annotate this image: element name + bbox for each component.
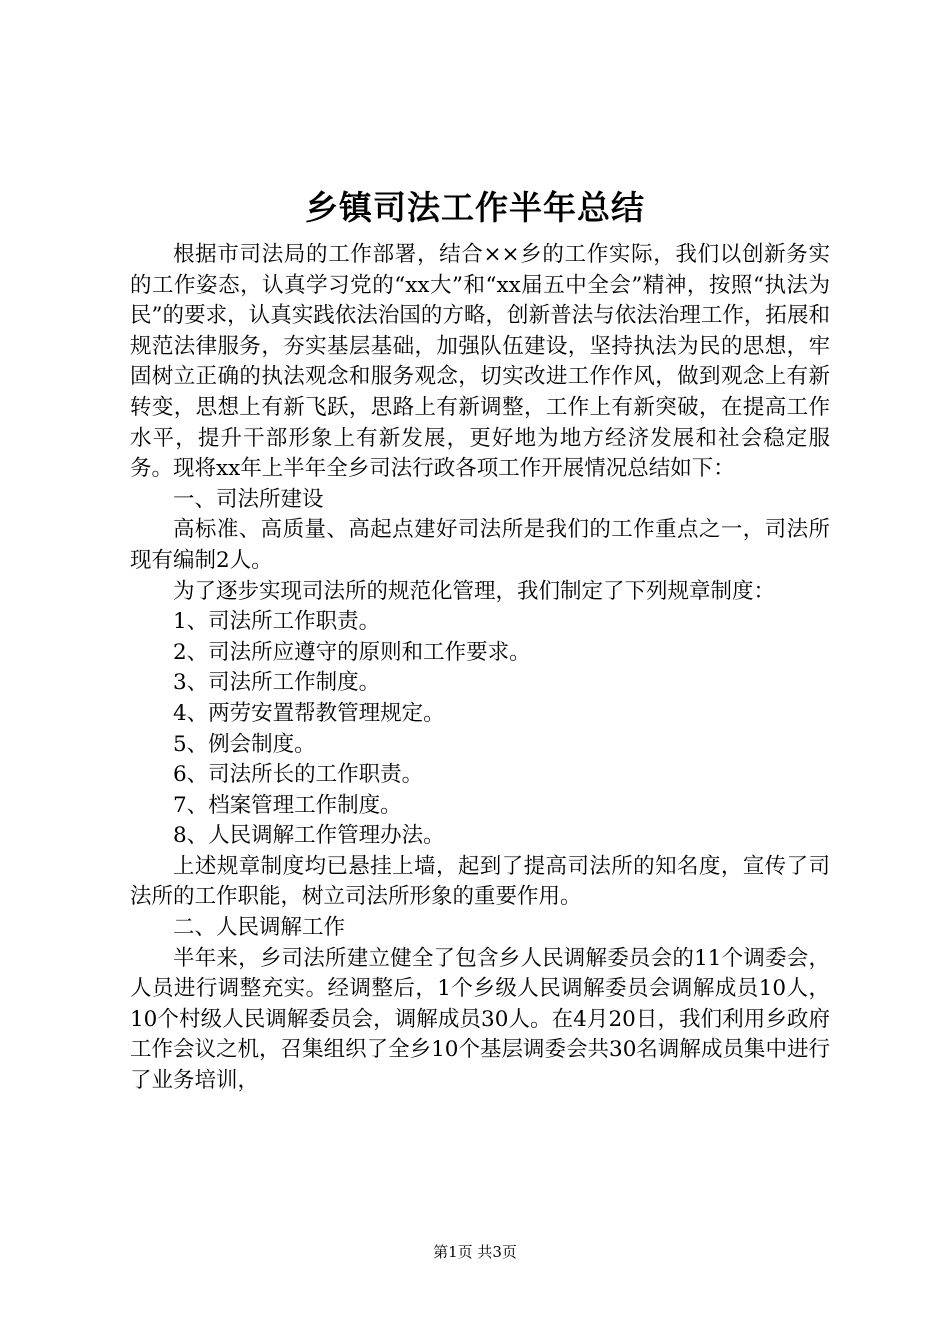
rule-list-item: 7、档案管理工作制度。 (173, 792, 402, 818)
document-body (130, 240, 830, 1097)
page-footer: 第1页 共3页 (433, 1243, 517, 1261)
rule-list-item: 1、司法所工作职责。 (173, 609, 381, 635)
section-heading-2: 二、人民调解工作 (173, 915, 346, 941)
rule-list-item: 3、司法所工作制度。 (173, 670, 381, 696)
rule-list-item: 4、两劳安置帮教管理规定。 (173, 700, 445, 726)
rule-list-item: 2、司法所应遵守的原则和工作要求。 (173, 639, 531, 665)
body-paragraph: 高标准、高质量、高起点建好司法所是我们的工作重点之一，司法所现有编制2人。 (130, 517, 830, 573)
document-title: 乡镇司法工作半年总结 (305, 188, 645, 227)
rule-list-item: 5、例会制度。 (173, 731, 316, 757)
intro-paragraph: 根据市司法局的工作部署，结合××乡的工作实际，我们以创新务实的工作姿态，认真学习党的“xx大”和“xx届五中全会”精神，按照“执法为民”的要求，认真实践依法治国的方略，创新普法与依法治理工作，拓展和规范法律服务，夯实基层基础，加强队伍建设，坚持执法为民的思想，牢固树立正确的执法观念和服务观念，切实改进工作作风，做到观念上有新转变，思想上有新飞跃，思路上有新调整，工作上有新突破，在提高工作水平，提升干部形象上有新发展，更好地为地方经济发展和社会稳定服务。现将xx年上半年全乡司法行政各项工作开展情况总结如下： (130, 242, 830, 482)
body-paragraph: 半年来，乡司法所建立健全了包含乡人民调解委员会的11个调委会，人员进行调整充实。经调整后，1个乡级人民调解委员会调解成员10人，10个村级人民调解委员会，调解成员30人。在4月20日，我们利用乡政府工作会议之机，召集组织了全乡10个基层调委会共30名调解成员集中进行了业务培训， (130, 945, 830, 1094)
body-paragraph: 为了逐步实现司法所的规范化管理，我们制定了下列规章制度： (173, 578, 776, 604)
rule-list-item: 8、人民调解工作管理办法。 (173, 823, 445, 849)
body-paragraph: 上述规章制度均已悬挂上墙，起到了提高司法所的知名度，宣传了司法所的工作职能，树立司法所形象的重要作用。 (130, 853, 830, 910)
section-heading-1: 一、司法所建设 (173, 486, 324, 512)
rule-list-item: 6、司法所长的工作职责。 (173, 762, 424, 788)
